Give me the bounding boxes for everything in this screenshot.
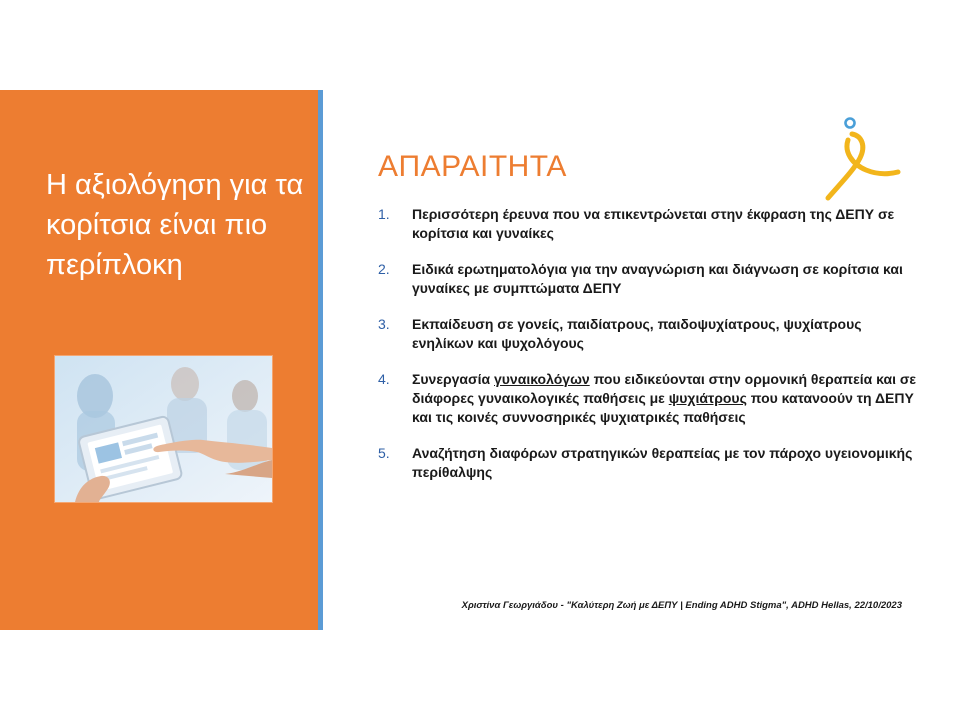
list-text-part: Συνεργασία — [412, 371, 494, 387]
main-heading: ΑΠΑΡΑΙΤΗΤΑ — [378, 150, 567, 183]
footer-citation: Χριστίνα Γεωργιάδου - "Καλύτερη Ζωή με ΔΕΠΥ | Ending ADHD Stigma", ADHD Hellas, 22/10/2023 — [461, 600, 902, 611]
list-item — [378, 315, 918, 353]
underlined-term-gynecologists: γυναικολόγων — [494, 371, 590, 387]
list-text: Εκπαίδευση σε γονείς, παιδίατρους, παιδοψυχίατρους, ψυχίατρους ενηλίκων και ψυχολόγους — [412, 316, 862, 351]
list-item — [378, 444, 918, 482]
requirements-list — [378, 205, 918, 499]
list-item — [378, 205, 918, 243]
list-number: 1. — [378, 206, 390, 222]
list-item — [378, 260, 918, 298]
list-text-part: που ειδικεύονται στην ορμονική θεραπεία και σε διάφορες γυναικολογικές παθήσεις με — [412, 371, 917, 406]
list-text — [412, 371, 916, 425]
list-number: 4. — [378, 371, 390, 387]
list-number: 5. — [378, 445, 390, 461]
list-text: Αναζήτηση διαφόρων στρατηγικών θεραπείας με τον πάροχο υγειονομικής περίθαλψης — [412, 445, 913, 480]
list-number: 2. — [378, 261, 390, 277]
list-item — [378, 370, 918, 427]
accent-bar — [318, 90, 323, 630]
list-text: Ειδικά ερωτηματολόγια για την αναγνώριση και διάγνωση σε κορίτσια και γυναίκες με συμπτώματα ΔΕΠΥ — [412, 261, 903, 296]
list-number: 3. — [378, 316, 390, 332]
adhd-awareness-ribbon-icon — [822, 112, 902, 204]
list-text: Περισσότερη έρευνα που να επικεντρώνεται στην έκφραση της ΔΕΠΥ σε κορίτσια και γυναίκες — [412, 206, 895, 241]
underlined-term-psychiatrists: ψυχιάτρους — [668, 390, 747, 406]
tablet-hands-photo — [54, 355, 273, 503]
list-text-part: που κατανοούν τη ΔΕΠΥ και τις κοινές συννοσηρικές ψυχιατρικές παθήσεις — [412, 390, 914, 425]
sidebar-title: Η αξιολόγηση για τα κορίτσια είναι πιο περίπλοκη — [46, 169, 304, 281]
